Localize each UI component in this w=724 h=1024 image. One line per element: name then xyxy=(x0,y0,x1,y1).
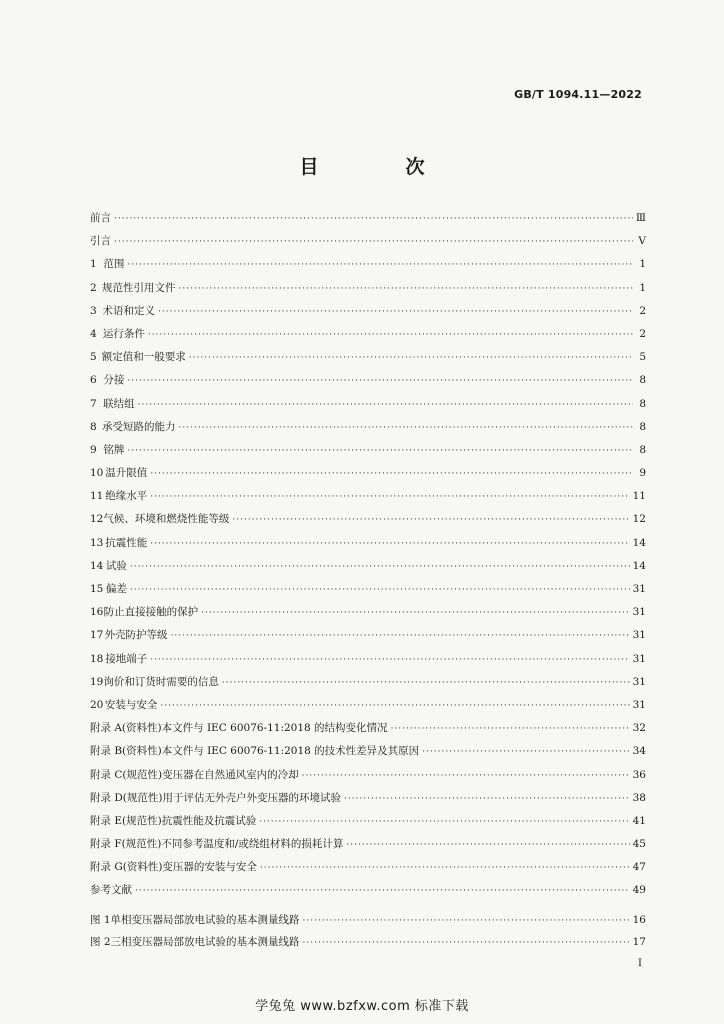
section-number: 18 xyxy=(90,652,104,665)
toc-entry[interactable] xyxy=(90,488,646,511)
entry-label: 额定值和一般要求 xyxy=(101,351,186,364)
entry-label: 联结组 xyxy=(103,397,135,410)
leader-dots xyxy=(160,701,629,711)
annex-prefix: 附录 A(资料性) xyxy=(90,722,162,735)
page-number: 14 xyxy=(632,559,646,572)
section-number: 11 xyxy=(90,490,104,503)
entry-label: 参考文献 xyxy=(90,884,132,897)
toc-entry[interactable] xyxy=(90,604,646,627)
toc-entry[interactable] xyxy=(90,859,646,882)
toc-entry[interactable] xyxy=(90,836,646,859)
section-number: 19 xyxy=(90,675,104,688)
table-of-contents xyxy=(90,210,646,906)
section-number: 5 xyxy=(90,351,97,364)
leader-dots xyxy=(148,330,633,340)
page-number: 31 xyxy=(632,675,646,688)
entry-label: 用于评估无外壳户外变压器的环境试验 xyxy=(162,791,341,804)
page-number: 31 xyxy=(632,606,646,619)
annex-prefix: 附录 C(规范性) xyxy=(90,768,163,781)
toc-entry[interactable] xyxy=(90,697,646,720)
toc-entry[interactable] xyxy=(90,280,646,303)
page-number: 47 xyxy=(632,861,646,874)
leader-dots xyxy=(114,214,633,224)
page-number: 14 xyxy=(632,536,646,549)
section-number: 12 xyxy=(90,513,104,526)
section-number: 7 xyxy=(90,397,97,410)
toc-entry[interactable] xyxy=(90,767,646,790)
leader-dots xyxy=(171,631,630,641)
entry-label: 抗震性能及抗震试验 xyxy=(161,814,257,827)
leader-dots xyxy=(150,539,629,549)
entry-label: 偏差 xyxy=(105,583,127,595)
entry-label: 单相变压器局部放电试验的基本测量线路 xyxy=(110,914,300,926)
toc-entry[interactable] xyxy=(90,743,646,766)
section-number: 2 xyxy=(90,281,97,294)
figure-number: 图 2 xyxy=(90,936,111,948)
entry-label: 三相变压器局部放电试验的基本测量线路 xyxy=(110,936,300,948)
page-number: Ⅲ xyxy=(635,212,646,224)
page-number: 8 xyxy=(639,397,646,410)
toc-entry[interactable] xyxy=(90,233,646,256)
leader-dots xyxy=(422,747,629,757)
section-number: 20 xyxy=(90,698,104,711)
page-number: Ⅴ xyxy=(638,235,646,248)
page-title: 目 次 xyxy=(299,156,459,178)
leader-dots xyxy=(179,423,633,433)
leader-dots xyxy=(135,886,630,896)
leader-dots xyxy=(127,376,633,386)
toc-entry[interactable] xyxy=(90,303,646,326)
leader-dots xyxy=(189,353,633,363)
entry-label: 试验 xyxy=(105,559,127,572)
page-number: 5 xyxy=(639,351,646,364)
page-number: 8 xyxy=(639,420,646,433)
section-number: 13 xyxy=(90,536,104,549)
section-number: 6 xyxy=(90,374,97,387)
figure-entry[interactable] xyxy=(90,934,646,956)
entry-label: 接地端子 xyxy=(105,652,148,665)
annex-prefix: 附录 G(资料性) xyxy=(90,861,163,874)
page-number: 38 xyxy=(632,791,646,804)
entry-label: 防止直接接触的保护 xyxy=(103,606,199,619)
toc-entry[interactable] xyxy=(90,558,646,581)
leader-dots xyxy=(179,284,633,294)
page-number: 31 xyxy=(632,698,646,711)
page-number: 31 xyxy=(632,652,646,665)
leader-dots xyxy=(232,515,629,525)
leader-dots xyxy=(303,938,630,948)
leader-dots xyxy=(303,916,630,926)
section-number: 14 xyxy=(90,559,104,572)
toc-entry[interactable] xyxy=(90,674,646,697)
toc-entry[interactable] xyxy=(90,442,646,465)
entry-label: 规范性引用文件 xyxy=(102,281,176,294)
entry-label: 气候、环境和燃烧性能等级 xyxy=(103,513,230,526)
page-number: 2 xyxy=(639,304,646,317)
entry-label: 分接 xyxy=(103,374,125,387)
entry-label: 引言 xyxy=(90,235,111,248)
section-number: 10 xyxy=(90,467,104,480)
page-number: 49 xyxy=(632,884,646,897)
section-number: 9 xyxy=(90,443,97,456)
toc-entry[interactable] xyxy=(90,419,646,442)
page-number: 16 xyxy=(632,914,646,926)
leader-dots xyxy=(201,608,630,618)
page-number: 1 xyxy=(639,281,646,294)
page-number: 31 xyxy=(632,629,646,642)
toc-entry[interactable] xyxy=(90,535,646,558)
page-number: 41 xyxy=(632,814,646,827)
section-number: 15 xyxy=(90,583,104,595)
section-number: 8 xyxy=(90,420,97,433)
page-number: 36 xyxy=(632,768,646,781)
figure-list xyxy=(90,912,646,956)
entry-label: 不同参考温度和/或绕组材料的损耗计算 xyxy=(161,838,344,851)
page-number: 32 xyxy=(632,722,646,735)
leader-dots xyxy=(130,585,630,595)
entry-label: 询价和订货时需要的信息 xyxy=(103,675,219,688)
entry-label: 本文件与 IEC 60076-11:2018 的结构变化情况 xyxy=(161,722,388,735)
page-number: 9 xyxy=(639,467,646,480)
toc-entry[interactable] xyxy=(90,882,646,905)
entry-label: 变压器的安装与安全 xyxy=(162,861,257,874)
section-number: 4 xyxy=(90,327,97,340)
leader-dots xyxy=(302,771,630,781)
page-number: 12 xyxy=(632,513,646,526)
leader-dots xyxy=(150,469,633,479)
page-number: 11 xyxy=(632,490,646,503)
toc-entry[interactable] xyxy=(90,720,646,743)
leader-dots xyxy=(114,237,633,247)
page-number: 34 xyxy=(632,745,646,758)
leader-dots xyxy=(260,863,630,873)
entry-label: 变压器在自然通风室内的冷却 xyxy=(162,768,299,781)
figure-entry[interactable] xyxy=(90,912,646,934)
entry-label: 外壳防护等级 xyxy=(104,629,168,642)
toc-entry[interactable] xyxy=(90,256,646,279)
toc-entry[interactable] xyxy=(90,372,646,395)
page-folio: Ⅰ xyxy=(638,958,642,969)
toc-entry[interactable] xyxy=(90,651,646,674)
annex-prefix: 附录 B(资料性) xyxy=(90,745,162,758)
page-number: 8 xyxy=(639,374,646,387)
entry-label: 运行条件 xyxy=(102,327,145,340)
leader-dots xyxy=(127,260,633,270)
section-number: 17 xyxy=(90,629,104,642)
annex-prefix: 附录 D(规范性) xyxy=(90,791,163,804)
standard-code: GB/T 1094.11—2022 xyxy=(514,88,642,101)
entry-label: 抗震性能 xyxy=(105,536,148,549)
toc-entry[interactable] xyxy=(90,465,646,488)
section-number: 3 xyxy=(90,304,97,317)
entry-label: 术语和定义 xyxy=(102,304,156,317)
leader-dots xyxy=(391,724,630,734)
leader-dots xyxy=(150,655,629,665)
figure-number: 图 1 xyxy=(90,914,111,926)
entry-label: 绝缘水平 xyxy=(105,490,148,503)
toc-entry[interactable] xyxy=(90,627,646,650)
footer-watermark: 学兔兔 www.bzfxw.com 标准下载 xyxy=(255,999,469,1014)
toc-entry[interactable] xyxy=(90,511,646,534)
section-number: 16 xyxy=(90,606,104,619)
page-number: 31 xyxy=(632,583,646,595)
entry-label: 温升限值 xyxy=(105,467,148,480)
leader-dots xyxy=(150,492,629,502)
toc-entry[interactable] xyxy=(90,790,646,813)
entry-label: 本文件与 IEC 60076-11:2018 的技术性差异及其原因 xyxy=(161,745,420,758)
toc-entry[interactable] xyxy=(90,326,646,349)
annex-prefix: 附录 F(规范性) xyxy=(90,838,162,851)
page-number: 2 xyxy=(639,327,646,340)
leader-dots xyxy=(222,678,630,688)
page-number: 45 xyxy=(632,838,646,851)
entry-label: 安装与安全 xyxy=(104,698,158,711)
leader-dots xyxy=(344,794,630,804)
page-number: 17 xyxy=(632,936,646,948)
leader-dots xyxy=(130,562,630,572)
page-number: 8 xyxy=(639,443,646,456)
toc-entry[interactable] xyxy=(90,349,646,372)
toc-entry[interactable] xyxy=(90,813,646,836)
entry-label: 承受短路的能力 xyxy=(102,420,176,433)
leader-dots xyxy=(138,400,633,410)
annex-prefix: 附录 E(规范性) xyxy=(90,814,162,827)
leader-dots xyxy=(127,446,633,456)
entry-label: 范围 xyxy=(103,258,125,271)
page-number: 1 xyxy=(639,258,646,271)
leader-dots xyxy=(158,307,633,317)
leader-dots xyxy=(259,817,629,827)
leader-dots xyxy=(346,840,629,850)
toc-entry[interactable] xyxy=(90,581,646,604)
entry-label: 铭牌 xyxy=(103,443,125,456)
toc-entry[interactable] xyxy=(90,396,646,419)
toc-entry[interactable] xyxy=(90,210,646,233)
entry-label: 前言 xyxy=(90,212,111,224)
section-number: 1 xyxy=(90,258,97,271)
